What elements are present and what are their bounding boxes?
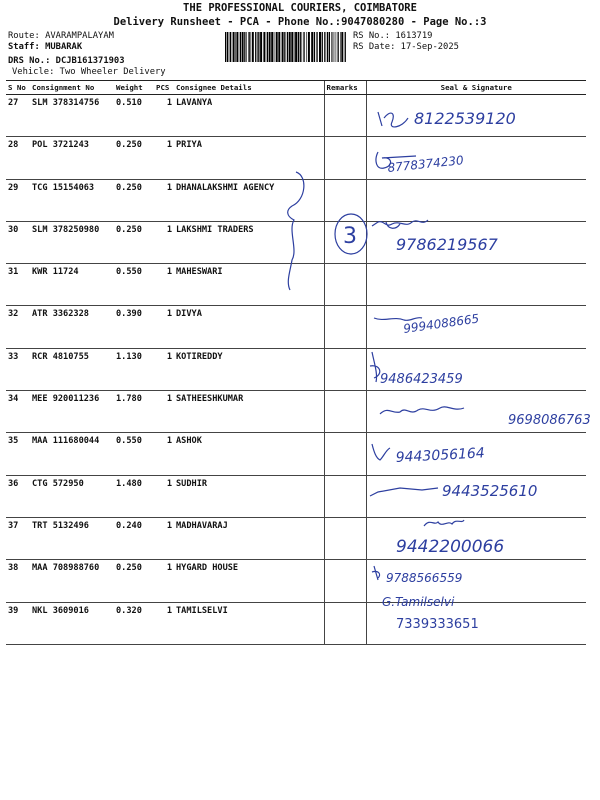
col-header-sno: S No <box>6 81 30 95</box>
barcode-bar <box>314 32 315 62</box>
row-weight: 0.550 <box>114 264 154 306</box>
barcode-bar <box>284 32 285 62</box>
row-pcs: 1 <box>154 306 174 348</box>
barcode-bar <box>246 32 247 62</box>
barcode-bar <box>324 32 325 62</box>
row-consignment-no: NKL 3609016 <box>30 602 114 644</box>
row-consignment-no: TCG 15154063 <box>30 179 114 221</box>
barcode-bar <box>308 32 310 62</box>
row-weight: 0.390 <box>114 306 154 348</box>
handwritten-phone: 7339333651 <box>396 617 479 632</box>
runsheet-title: THE PROFESSIONAL COURIERS, COIMBATORE <box>183 2 417 14</box>
row-pcs: 1 <box>154 348 174 390</box>
barcode-bar <box>252 32 254 62</box>
barcode-bar <box>225 32 226 62</box>
rs-date: RS Date: 17-Sep-2025 <box>353 42 459 52</box>
barcode-bar <box>303 32 304 62</box>
row-pcs: 1 <box>154 433 174 475</box>
barcode-bar <box>295 32 297 62</box>
barcode-bar <box>258 32 259 62</box>
row-consignment-no: KWR 11724 <box>30 264 114 306</box>
table-row <box>6 602 586 644</box>
row-remarks <box>324 475 366 517</box>
col-header-signature: Seal & Signature <box>366 81 586 95</box>
barcode-bar <box>322 32 323 62</box>
row-sno: 28 <box>6 137 30 179</box>
row-signature <box>366 95 586 137</box>
barcode-bar <box>229 32 230 62</box>
table-row <box>6 137 586 179</box>
barcode-bar <box>327 32 328 62</box>
row-pcs: 1 <box>154 264 174 306</box>
row-consignment-no: SLM 378314756 <box>30 95 114 137</box>
barcode-bar <box>331 32 332 62</box>
barcode-bar <box>255 32 256 62</box>
row-consignee: MAHESWARI <box>174 264 324 306</box>
row-sno: 33 <box>6 348 30 390</box>
row-consignment-no: CTG 572950 <box>30 475 114 517</box>
table-row <box>6 433 586 475</box>
row-sno: 34 <box>6 391 30 433</box>
handwritten-phone: 9788566559 <box>386 571 463 585</box>
row-weight: 0.550 <box>114 433 154 475</box>
barcode-bar <box>236 32 238 62</box>
row-weight: 0.250 <box>114 179 154 221</box>
barcode-bar <box>341 32 343 62</box>
row-consignment-no: MAA 708988760 <box>30 560 114 602</box>
col-header-pcs: PCS <box>154 81 174 95</box>
row-consignee: SUDHIR <box>174 475 324 517</box>
table-row <box>6 348 586 390</box>
barcode-bar <box>235 32 236 62</box>
row-consignment-no: POL 3721243 <box>30 137 114 179</box>
row-signature <box>366 179 586 221</box>
row-remarks <box>324 433 366 475</box>
row-weight: 0.320 <box>114 602 154 644</box>
row-consignee: ASHOK <box>174 433 324 475</box>
row-weight: 0.250 <box>114 221 154 263</box>
col-header-weight: Weight <box>114 81 154 95</box>
row-signature <box>366 137 586 179</box>
row-consignee: SATHEESHKUMAR <box>174 391 324 433</box>
barcode-bar <box>240 32 241 62</box>
row-consignee: HYGARD HOUSE <box>174 560 324 602</box>
barcode-bar <box>257 32 258 62</box>
barcode-bar <box>249 32 250 62</box>
row-consignee: KOTIREDDY <box>174 348 324 390</box>
row-pcs: 1 <box>154 179 174 221</box>
row-sno: 35 <box>6 433 30 475</box>
barcode-bar <box>334 32 335 62</box>
row-remarks <box>324 221 366 263</box>
barcode-bar <box>316 32 317 62</box>
row-consignee: DIVYA <box>174 306 324 348</box>
table-row <box>6 560 586 602</box>
barcode-bar <box>298 32 299 62</box>
row-weight: 0.240 <box>114 517 154 559</box>
barcode-bar <box>287 32 288 62</box>
handwritten-phone: 9443525610 <box>442 482 538 500</box>
row-weight: 0.250 <box>114 137 154 179</box>
row-sno: 30 <box>6 221 30 263</box>
row-consignee: PRIYA <box>174 137 324 179</box>
row-consignment-no: TRT 5132496 <box>30 517 114 559</box>
table-row <box>6 95 586 137</box>
barcode-image <box>225 32 348 62</box>
barcode-bar <box>260 32 262 62</box>
table-row <box>6 179 586 221</box>
row-consignee: TAMILSELVI <box>174 602 324 644</box>
barcode-bar <box>306 32 307 62</box>
handwritten-phone: 9443056164 <box>395 445 486 466</box>
handwritten-phone: 9486423459 <box>380 372 463 387</box>
row-sno: 39 <box>6 602 30 644</box>
row-sno: 27 <box>6 95 30 137</box>
row-remarks <box>324 391 366 433</box>
row-remarks <box>324 602 366 644</box>
handwritten-phone: 9698086763 <box>508 413 591 428</box>
row-consignment-no: RCR 4810755 <box>30 348 114 390</box>
row-signature <box>366 517 586 559</box>
row-consignment-no: MAA 111680044 <box>30 433 114 475</box>
row-sno: 31 <box>6 264 30 306</box>
barcode-bar <box>289 32 291 62</box>
barcode-bar <box>311 32 313 62</box>
barcode-bar <box>338 32 339 62</box>
barcode-bar <box>276 32 278 62</box>
row-pcs: 1 <box>154 221 174 263</box>
handwritten-phone: 9442200066 <box>396 537 505 557</box>
barcode-bar <box>333 32 334 62</box>
row-remarks <box>324 348 366 390</box>
row-pcs: 1 <box>154 560 174 602</box>
row-signature <box>366 221 586 263</box>
row-remarks <box>324 560 366 602</box>
row-signature <box>366 264 586 306</box>
row-weight: 1.780 <box>114 391 154 433</box>
row-signature <box>366 391 586 433</box>
row-weight: 0.510 <box>114 95 154 137</box>
row-sno: 38 <box>6 560 30 602</box>
barcode-bar <box>319 32 321 62</box>
drs-number: DRS No.: DCJB161371903 <box>8 56 125 66</box>
handwritten-phone: 8778374230 <box>386 153 465 175</box>
barcode-bar <box>271 32 273 62</box>
row-remarks <box>324 95 366 137</box>
handwritten-phone: 9994088665 <box>402 311 481 336</box>
barcode-bar <box>267 32 268 62</box>
row-signature <box>366 348 586 390</box>
row-consignment-no: SLM 378250980 <box>30 221 114 263</box>
table-row <box>6 517 586 559</box>
table-row <box>6 475 586 517</box>
vehicle-label: Vehicle: Two Wheeler Delivery <box>12 67 166 77</box>
row-remarks <box>324 306 366 348</box>
barcode-bar <box>340 32 341 62</box>
row-remarks <box>324 179 366 221</box>
row-weight: 0.250 <box>114 560 154 602</box>
route-label: Route: AVARAMPALAYAM <box>8 31 114 41</box>
barcode-bar <box>345 32 346 62</box>
barcode-bar <box>291 32 293 62</box>
barcode-bar <box>278 32 280 62</box>
barcode-bar <box>230 32 231 62</box>
barcode-bar <box>242 32 244 62</box>
table-row <box>6 391 586 433</box>
table-row <box>6 221 586 263</box>
row-consignment-no: MEE 920011236 <box>30 391 114 433</box>
barcode-bar <box>329 32 330 62</box>
row-consignment-no: ATR 3362328 <box>30 306 114 348</box>
row-consignee: DHANALAKSHMI AGENCY <box>174 179 324 221</box>
rs-number: RS No.: 1613719 <box>353 31 433 41</box>
row-pcs: 1 <box>154 475 174 517</box>
barcode-bar <box>233 32 235 62</box>
row-consignee: MADHAVARAJ <box>174 517 324 559</box>
row-pcs: 1 <box>154 137 174 179</box>
runsheet-subtitle: Delivery Runsheet - PCA - Phone No.:9047080280 - Page No.:3 <box>113 16 487 28</box>
row-pcs: 1 <box>154 517 174 559</box>
handwritten-name: G.Tamilselvi <box>382 595 455 609</box>
barcode-bar <box>336 32 337 62</box>
col-header-remarks: Remarks <box>324 81 366 95</box>
row-consignee: LAKSHMI TRADERS <box>174 221 324 263</box>
barcode-bar <box>274 32 275 62</box>
row-sno: 36 <box>6 475 30 517</box>
row-consignee: LAVANYA <box>174 95 324 137</box>
table-row <box>6 306 586 348</box>
barcode-bar <box>294 32 295 62</box>
row-sno: 29 <box>6 179 30 221</box>
barcode-bar <box>282 32 284 62</box>
bracket-mark: 3 <box>343 224 357 249</box>
row-weight: 1.130 <box>114 348 154 390</box>
table-header-row <box>6 81 586 95</box>
row-signature <box>366 560 586 602</box>
row-pcs: 1 <box>154 95 174 137</box>
barcode-bar <box>263 32 265 62</box>
row-remarks <box>324 264 366 306</box>
row-signature <box>366 475 586 517</box>
col-header-consignee: Consignee Details <box>174 81 324 95</box>
row-signature <box>366 306 586 348</box>
staff-label: Staff: MUBARAK <box>8 42 83 52</box>
row-sno: 37 <box>6 517 30 559</box>
barcode-bar <box>244 32 245 62</box>
col-header-consignment: Consignment No <box>30 81 114 95</box>
barcode-bar <box>269 32 271 62</box>
row-pcs: 1 <box>154 391 174 433</box>
row-signature <box>366 433 586 475</box>
runsheet-table <box>6 80 586 645</box>
table-row <box>6 264 586 306</box>
row-weight: 1.480 <box>114 475 154 517</box>
handwritten-phone: 9786219567 <box>396 235 498 254</box>
row-sno: 32 <box>6 306 30 348</box>
row-signature <box>366 602 586 644</box>
row-pcs: 1 <box>154 602 174 644</box>
row-remarks <box>324 137 366 179</box>
row-remarks <box>324 517 366 559</box>
barcode-bar <box>227 32 228 62</box>
barcode-bar <box>300 32 301 62</box>
barcode-bar <box>248 32 249 62</box>
handwritten-phone: 8122539120 <box>414 109 516 128</box>
barcode-bar <box>302 32 303 62</box>
